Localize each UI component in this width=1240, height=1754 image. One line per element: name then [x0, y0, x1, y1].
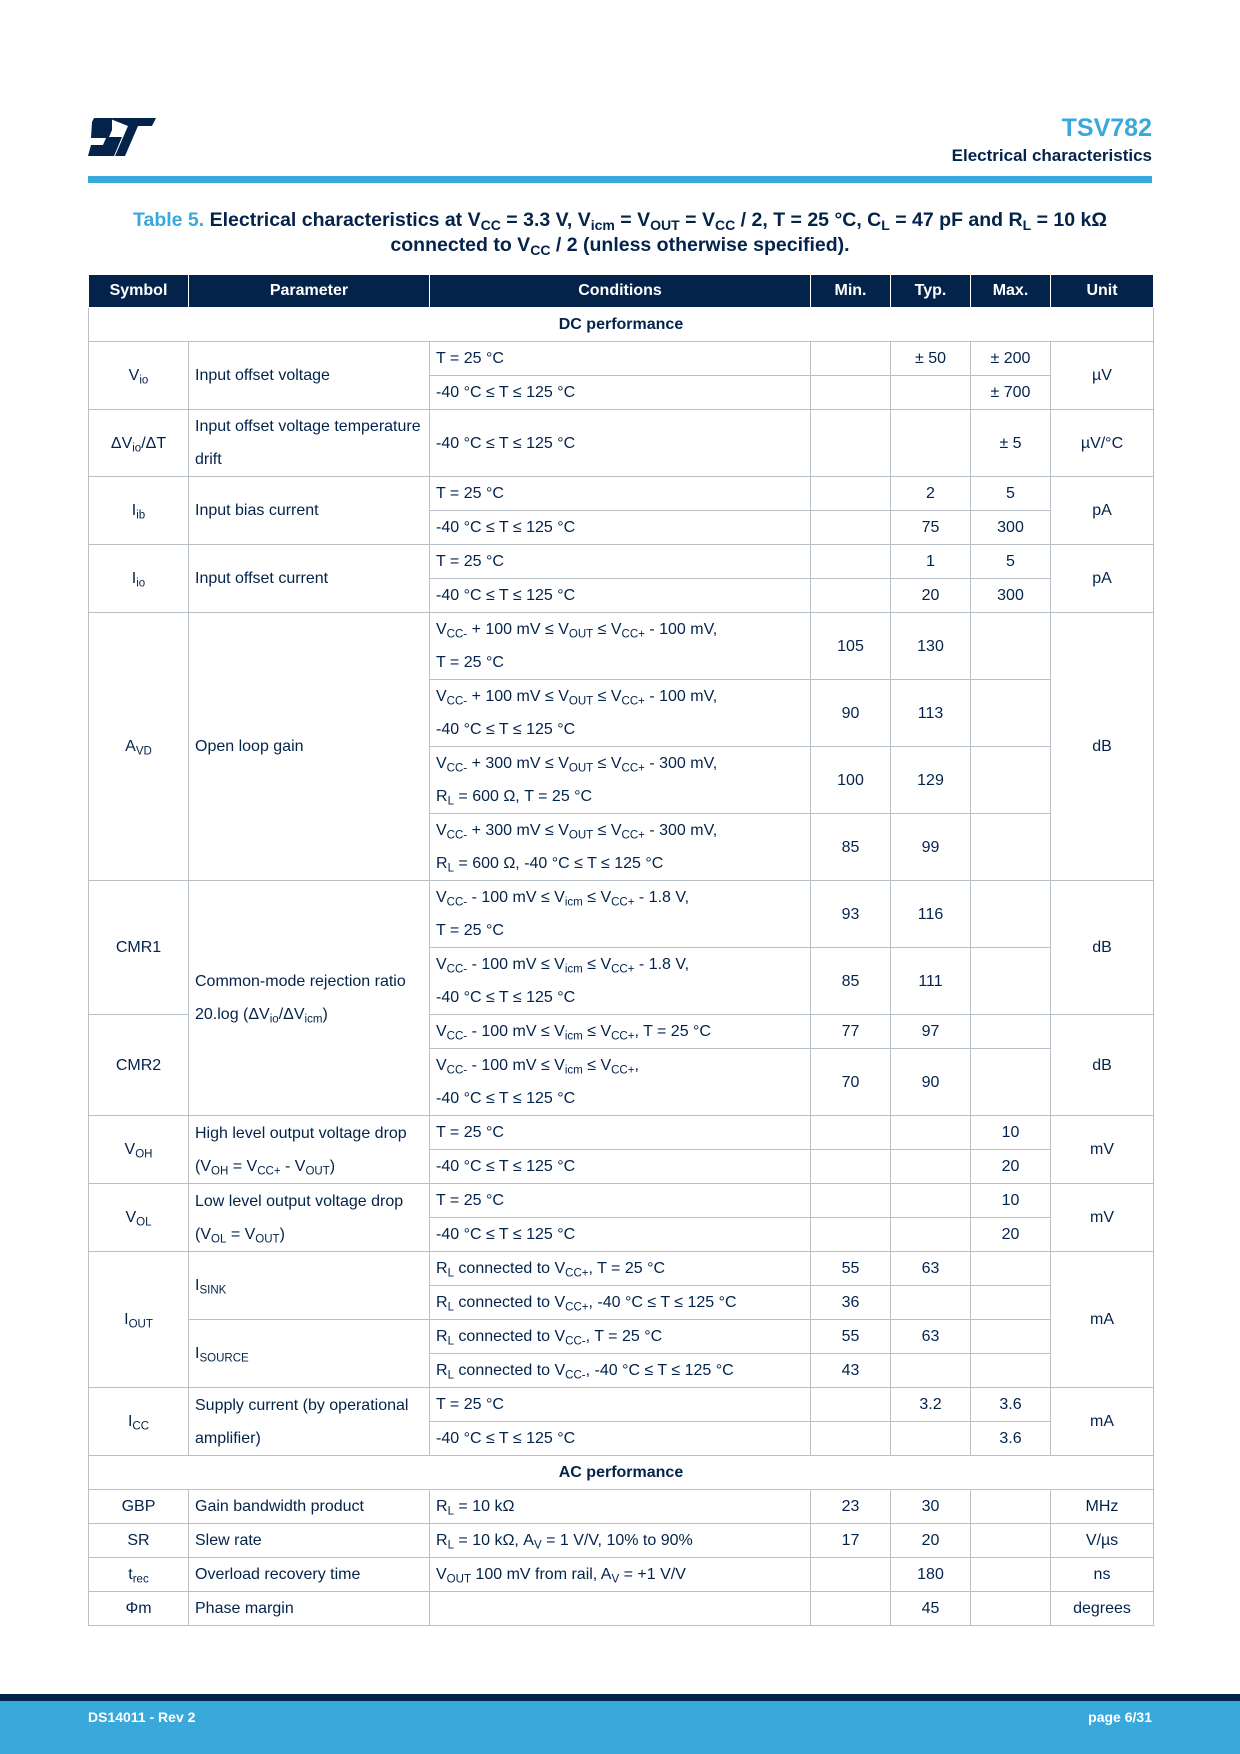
param-icc: Supply current (by operational amplifier): [189, 1388, 430, 1456]
electrical-characteristics-table: [88, 274, 1154, 1626]
symbol-vol: $V_{OL}$: [89, 1184, 189, 1252]
typ-cell: 130: [891, 613, 971, 680]
param-isource: $I_{SOURCE}$: [189, 1320, 430, 1388]
unit-cell: µV: [1051, 342, 1154, 410]
cond-cell: $V_{CC-} + 100$ mV ≤ $V_{OUT} \le V_{CC+} - 100$ mV, -40 °C ≤ T ≤ 125 °C: [430, 680, 811, 747]
cond-cell: -40 °C ≤ T ≤ 125 °C: [430, 376, 811, 410]
min-cell: [811, 1558, 891, 1592]
table-row: [89, 1116, 1154, 1150]
symbol-iib: $I_{ib}$: [89, 477, 189, 545]
symbol-iio: $I_{io}$: [89, 545, 189, 613]
typ-cell: 90: [891, 1049, 971, 1116]
typ-cell: [891, 1150, 971, 1184]
param-avd: Open loop gain: [189, 613, 430, 881]
table-caption: Table 5. Electrical characteristics at $V_{CC} = 3.3$ V, $V_{icm} = V_{OUT} = V_{CC} / 2$, T = 25 °C, $C_L = 47$ pF and $R_L = 10$ kΩ connected to $V_{CC} / 2$ (unless otherwise specified).: [133, 209, 1107, 259]
cond-cell: $V_{CC-} - 100$ mV ≤ $V_{icm} \le V_{CC+}$, T = 25 °C: [430, 1015, 811, 1049]
max-cell: 10: [971, 1116, 1051, 1150]
typ-cell: [891, 376, 971, 410]
unit-cell: dB: [1051, 881, 1154, 1015]
cond-cell: $R_L$ connected to $V_{CC+}$, -40 °C ≤ T ≤ 125 °C: [430, 1286, 811, 1320]
unit-cell: mV: [1051, 1184, 1154, 1252]
unit-cell: mV: [1051, 1116, 1154, 1184]
document-title: TSV782: [1061, 114, 1152, 142]
section-row-dc: [89, 308, 1154, 342]
symbol-cmr1: CMR1: [89, 881, 189, 1015]
col-min: Min.: [811, 275, 891, 308]
min-cell: [811, 1150, 891, 1184]
col-conditions: Conditions: [430, 275, 811, 308]
typ-cell: 2: [891, 477, 971, 511]
max-cell: 20: [971, 1150, 1051, 1184]
min-cell: 100: [811, 747, 891, 814]
st-logo: [88, 118, 156, 156]
table-row: [89, 613, 1154, 680]
min-cell: 105: [811, 613, 891, 680]
min-cell: [811, 410, 891, 477]
col-typ: Typ.: [891, 275, 971, 308]
min-cell: [811, 579, 891, 613]
cond-cell: $R_L = 10$ kΩ: [430, 1490, 811, 1524]
cond-cell: $V_{CC-} - 100$ mV ≤ $V_{icm} \le V_{CC+} - 1.8$ V, T = 25 °C: [430, 881, 811, 948]
table-row: [89, 881, 1154, 948]
max-cell: 10: [971, 1184, 1051, 1218]
typ-cell: 20: [891, 579, 971, 613]
table-row: [89, 1252, 1154, 1286]
unit-cell: mA: [1051, 1252, 1154, 1388]
typ-cell: [891, 1218, 971, 1252]
max-cell: [971, 1320, 1051, 1354]
symbol-phim: Φm: [89, 1592, 189, 1626]
cond-cell: [430, 1592, 811, 1626]
typ-cell: 129: [891, 747, 971, 814]
cond-cell: -40 °C ≤ T ≤ 125 °C: [430, 579, 811, 613]
max-cell: ± 5: [971, 410, 1051, 477]
param-voh: High level output voltage drop $(V_{OH} = V_{CC+} - V_{OUT})$: [189, 1116, 430, 1184]
cond-cell: T = 25 °C: [430, 342, 811, 376]
typ-cell: 63: [891, 1252, 971, 1286]
typ-cell: 75: [891, 511, 971, 545]
max-cell: [971, 881, 1051, 948]
typ-cell: 180: [891, 1558, 971, 1592]
typ-cell: 20: [891, 1524, 971, 1558]
table-row: [89, 545, 1154, 579]
symbol-sr: SR: [89, 1524, 189, 1558]
table-header-row: [89, 275, 1154, 308]
max-cell: 3.6: [971, 1388, 1051, 1422]
min-cell: [811, 511, 891, 545]
max-cell: [971, 747, 1051, 814]
table-row: [89, 1490, 1154, 1524]
cond-cell: $R_L$ connected to $V_{CC-}$, -40 °C ≤ T ≤ 125 °C: [430, 1354, 811, 1388]
cond-cell: $V_{CC-} + 300$ mV ≤ $V_{OUT} \le V_{CC+} - 300$ mV, $R_L = 600$ Ω, T = 25 °C: [430, 747, 811, 814]
typ-cell: 116: [891, 881, 971, 948]
max-cell: [971, 1252, 1051, 1286]
min-cell: 23: [811, 1490, 891, 1524]
table-row: [89, 342, 1154, 376]
unit-cell: dB: [1051, 1015, 1154, 1116]
param-isink: $I_{SINK}$: [189, 1252, 430, 1320]
cond-cell: T = 25 °C: [430, 545, 811, 579]
min-cell: [811, 376, 891, 410]
cond-cell: -40 °C ≤ T ≤ 125 °C: [430, 1218, 811, 1252]
cond-cell: $V_{OUT}$ 100 mV from rail, $A_V = +1$ V/V: [430, 1558, 811, 1592]
section-row-ac: [89, 1456, 1154, 1490]
min-cell: 93: [811, 881, 891, 948]
typ-cell: [891, 1184, 971, 1218]
typ-cell: 111: [891, 948, 971, 1015]
symbol-trec: $t_{rec}$: [89, 1558, 189, 1592]
typ-cell: 1: [891, 545, 971, 579]
max-cell: [971, 1015, 1051, 1049]
symbol-icc: $I_{CC}$: [89, 1388, 189, 1456]
max-cell: [971, 680, 1051, 747]
max-cell: [971, 1286, 1051, 1320]
typ-cell: 99: [891, 814, 971, 881]
col-parameter: Parameter: [189, 275, 430, 308]
max-cell: [971, 814, 1051, 881]
min-cell: 85: [811, 948, 891, 1015]
min-cell: 85: [811, 814, 891, 881]
cond-cell: $V_{CC-} - 100$ mV ≤ $V_{icm} \le V_{CC+} - 1.8$ V, -40 °C ≤ T ≤ 125 °C: [430, 948, 811, 1015]
typ-cell: 97: [891, 1015, 971, 1049]
min-cell: 55: [811, 1252, 891, 1286]
param-vol: Low level output voltage drop $(V_{OL} = V_{OUT})$: [189, 1184, 430, 1252]
min-cell: [811, 1422, 891, 1456]
max-cell: 5: [971, 477, 1051, 511]
symbol-gbp: GBP: [89, 1490, 189, 1524]
table-number: Table 5.: [133, 209, 205, 231]
min-cell: 55: [811, 1320, 891, 1354]
section-dc-title: DC performance: [89, 308, 1154, 342]
cond-cell: $R_L$ connected to $V_{CC-}$, T = 25 °C: [430, 1320, 811, 1354]
param-iio: Input offset current: [189, 545, 430, 613]
param-sr: Slew rate: [189, 1524, 430, 1558]
cond-cell: T = 25 °C: [430, 1388, 811, 1422]
param-phim: Phase margin: [189, 1592, 430, 1626]
table-row: [89, 1524, 1154, 1558]
typ-cell: 63: [891, 1320, 971, 1354]
cond-cell: $V_{CC-} + 100$ mV ≤ $V_{OUT} \le V_{CC+} - 100$ mV, T = 25 °C: [430, 613, 811, 680]
max-cell: [971, 1592, 1051, 1626]
symbol-dvio: $\Delta V_{io}/\Delta T$: [89, 410, 189, 477]
symbol-vio: $V_{io}$: [89, 342, 189, 410]
cond-cell: $R_L$ connected to $V_{CC+}$, T = 25 °C: [430, 1252, 811, 1286]
table-row: [89, 477, 1154, 511]
unit-cell: µV/°C: [1051, 410, 1154, 477]
unit-cell: pA: [1051, 545, 1154, 613]
footer-doc-id: DS14011 - Rev 2: [88, 1709, 196, 1725]
max-cell: 300: [971, 579, 1051, 613]
min-cell: [811, 1218, 891, 1252]
table-row: [89, 1388, 1154, 1422]
unit-cell: dB: [1051, 613, 1154, 881]
cond-cell: -40 °C ≤ T ≤ 125 °C: [430, 410, 811, 477]
typ-cell: [891, 410, 971, 477]
typ-cell: [891, 1286, 971, 1320]
col-symbol: Symbol: [89, 275, 189, 308]
param-gbp: Gain bandwidth product: [189, 1490, 430, 1524]
max-cell: 20: [971, 1218, 1051, 1252]
table-row: [89, 410, 1154, 477]
max-cell: [971, 948, 1051, 1015]
cond-cell: -40 °C ≤ T ≤ 125 °C: [430, 1422, 811, 1456]
cond-cell: T = 25 °C: [430, 1116, 811, 1150]
max-cell: ± 700: [971, 376, 1051, 410]
min-cell: 36: [811, 1286, 891, 1320]
min-cell: 43: [811, 1354, 891, 1388]
min-cell: [811, 545, 891, 579]
symbol-avd: $A_{VD}$: [89, 613, 189, 881]
cond-cell: -40 °C ≤ T ≤ 125 °C: [430, 511, 811, 545]
min-cell: 17: [811, 1524, 891, 1558]
footer-page-number: page 6/31: [1088, 1709, 1152, 1725]
document-section: Electrical characteristics: [951, 146, 1152, 165]
col-unit: Unit: [1051, 275, 1154, 308]
max-cell: 5: [971, 545, 1051, 579]
cond-cell: T = 25 °C: [430, 477, 811, 511]
param-cmr: Common-mode rejection ratio 20.log $(\Delta V_{io}/\Delta V_{icm})$: [189, 881, 430, 1116]
col-max: Max.: [971, 275, 1051, 308]
cond-cell: T = 25 °C: [430, 1184, 811, 1218]
cond-cell: $R_L = 10$ kΩ, $A_V = 1$ V/V, 10% to 90%: [430, 1524, 811, 1558]
max-cell: [971, 1354, 1051, 1388]
param-vio: Input offset voltage: [189, 342, 430, 410]
symbol-voh: $V_{OH}$: [89, 1116, 189, 1184]
cond-cell: $V_{CC-} - 100$ mV ≤ $V_{icm} \le V_{CC+}$, -40 °C ≤ T ≤ 125 °C: [430, 1049, 811, 1116]
max-cell: 300: [971, 511, 1051, 545]
min-cell: [811, 477, 891, 511]
min-cell: 77: [811, 1015, 891, 1049]
table-row: [89, 1592, 1154, 1626]
min-cell: [811, 1116, 891, 1150]
unit-cell: V/µs: [1051, 1524, 1154, 1558]
unit-cell: pA: [1051, 477, 1154, 545]
symbol-iout: $I_{OUT}$: [89, 1252, 189, 1388]
max-cell: [971, 1558, 1051, 1592]
typ-cell: 30: [891, 1490, 971, 1524]
typ-cell: 113: [891, 680, 971, 747]
cond-cell: -40 °C ≤ T ≤ 125 °C: [430, 1150, 811, 1184]
cond-cell: $V_{CC-} + 300$ mV ≤ $V_{OUT} \le V_{CC+} - 300$ mV, $R_L = 600$ Ω, -40 °C ≤ T ≤ 125 °C: [430, 814, 811, 881]
symbol-cmr2: CMR2: [89, 1015, 189, 1116]
max-cell: [971, 1524, 1051, 1558]
min-cell: [811, 342, 891, 376]
min-cell: [811, 1184, 891, 1218]
section-ac-title: AC performance: [89, 1456, 1154, 1490]
param-iib: Input bias current: [189, 477, 430, 545]
unit-cell: mA: [1051, 1388, 1154, 1456]
typ-cell: [891, 1116, 971, 1150]
max-cell: [971, 613, 1051, 680]
table-row: [89, 1320, 1154, 1354]
typ-cell: [891, 1354, 971, 1388]
param-trec: Overload recovery time: [189, 1558, 430, 1592]
typ-cell: ± 50: [891, 342, 971, 376]
typ-cell: 45: [891, 1592, 971, 1626]
unit-cell: degrees: [1051, 1592, 1154, 1626]
min-cell: [811, 1592, 891, 1626]
unit-cell: ns: [1051, 1558, 1154, 1592]
max-cell: 3.6: [971, 1422, 1051, 1456]
typ-cell: [891, 1422, 971, 1456]
max-cell: ± 200: [971, 342, 1051, 376]
min-cell: [811, 1388, 891, 1422]
footer-rule: [0, 1694, 1240, 1701]
max-cell: [971, 1490, 1051, 1524]
header-rule: [88, 176, 1152, 183]
typ-cell: 3.2: [891, 1388, 971, 1422]
table-row: [89, 1558, 1154, 1592]
unit-cell: MHz: [1051, 1490, 1154, 1524]
min-cell: 90: [811, 680, 891, 747]
table-row: [89, 1184, 1154, 1218]
max-cell: [971, 1049, 1051, 1116]
param-dvio: Input offset voltage temperature drift: [189, 410, 430, 477]
min-cell: 70: [811, 1049, 891, 1116]
